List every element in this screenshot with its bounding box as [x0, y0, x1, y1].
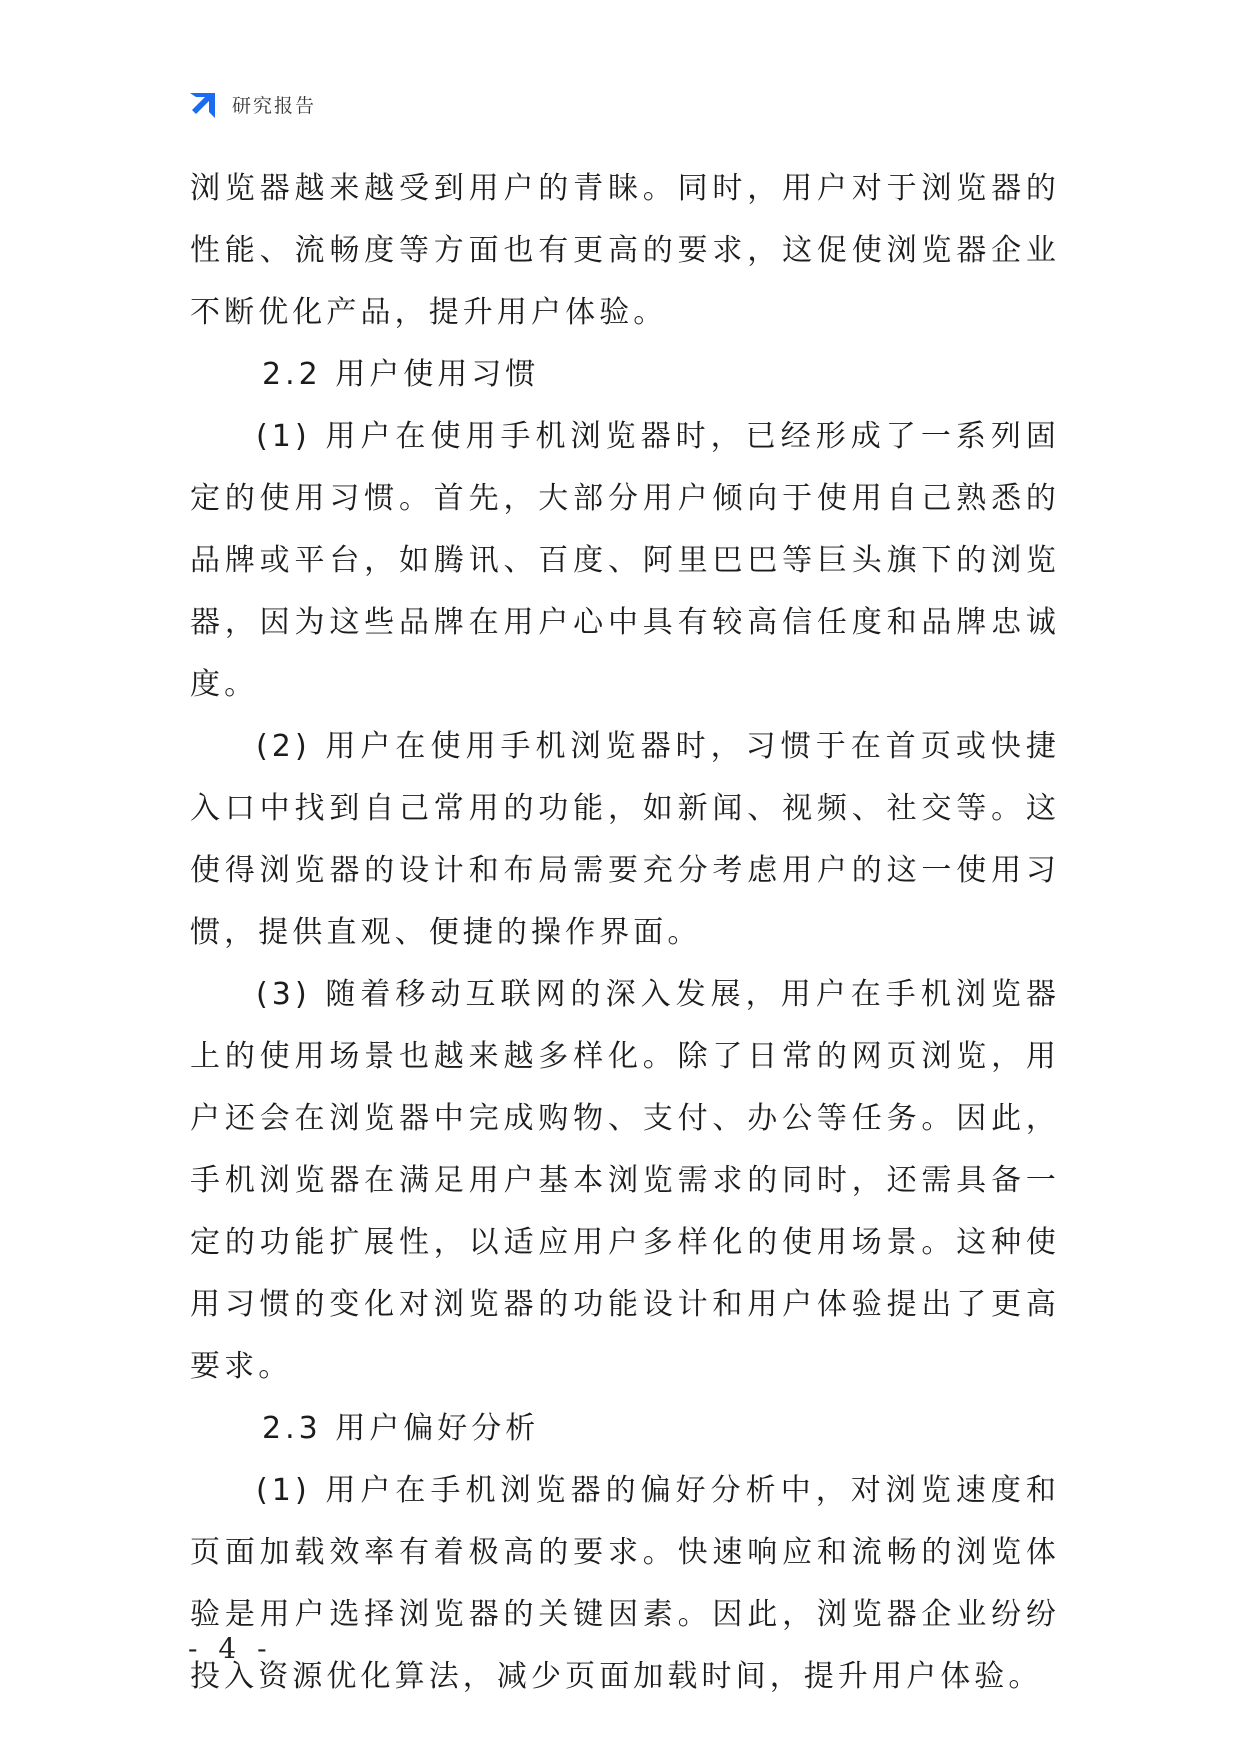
section-heading-2-2: 2.2 用户使用习惯 [262, 357, 540, 392]
section-heading-2-3: 2.3 用户偏好分析 [262, 1411, 540, 1446]
arrow-up-right-icon [188, 88, 220, 120]
report-label: 研究报告 [232, 94, 317, 117]
paragraph-2-3-1: (1) 用户在手机浏览器的偏好分析中，对浏览速度和页面加载效率有着极高的要求。快速响应和流畅的浏览体验是用户选择浏览器的关键因素。因此，浏览器企业纷纷投入资源优化算法，减少页面加载时间，提升用户体验。 [190, 1473, 1060, 1694]
page-number: - 4 - [188, 1632, 273, 1665]
page-header [188, 86, 316, 122]
paragraph-2-2-2: (2) 用户在使用手机浏览器时，习惯于在首页或快捷入口中找到自己常用的功能，如新闻、视频、社交等。这使得浏览器的设计和布局需要充分考虑用户的这一使用习惯，提供直观、便捷的操作界面。 [190, 729, 1060, 950]
paragraph-intro: 浏览器越来越受到用户的青睐。同时，用户对于浏览器的性能、流畅度等方面也有更高的要求，这促使浏览器企业不断优化产品，提升用户体验。 [190, 171, 1060, 330]
paragraph-2-2-3: (3) 随着移动互联网的深入发展，用户在手机浏览器上的使用场景也越来越多样化。除了日常的网页浏览，用户还会在浏览器中完成购物、支付、办公等任务。因此，手机浏览器在满足用户基本浏览需求的同时，还需具备一定的功能扩展性，以适应用户多样化的使用场景。这种使用习惯的变化对浏览器的功能设计和用户体验提出了更高要求。 [190, 977, 1060, 1384]
document-body [190, 158, 1060, 1708]
paragraph-2-2-1: (1) 用户在使用手机浏览器时，已经形成了一系列固定的使用习惯。首先，大部分用户倾向于使用自己熟悉的品牌或平台，如腾讯、百度、阿里巴巴等巨头旗下的浏览器，因为这些品牌在用户心中具有较高信任度和品牌忠诚度。 [190, 419, 1060, 702]
